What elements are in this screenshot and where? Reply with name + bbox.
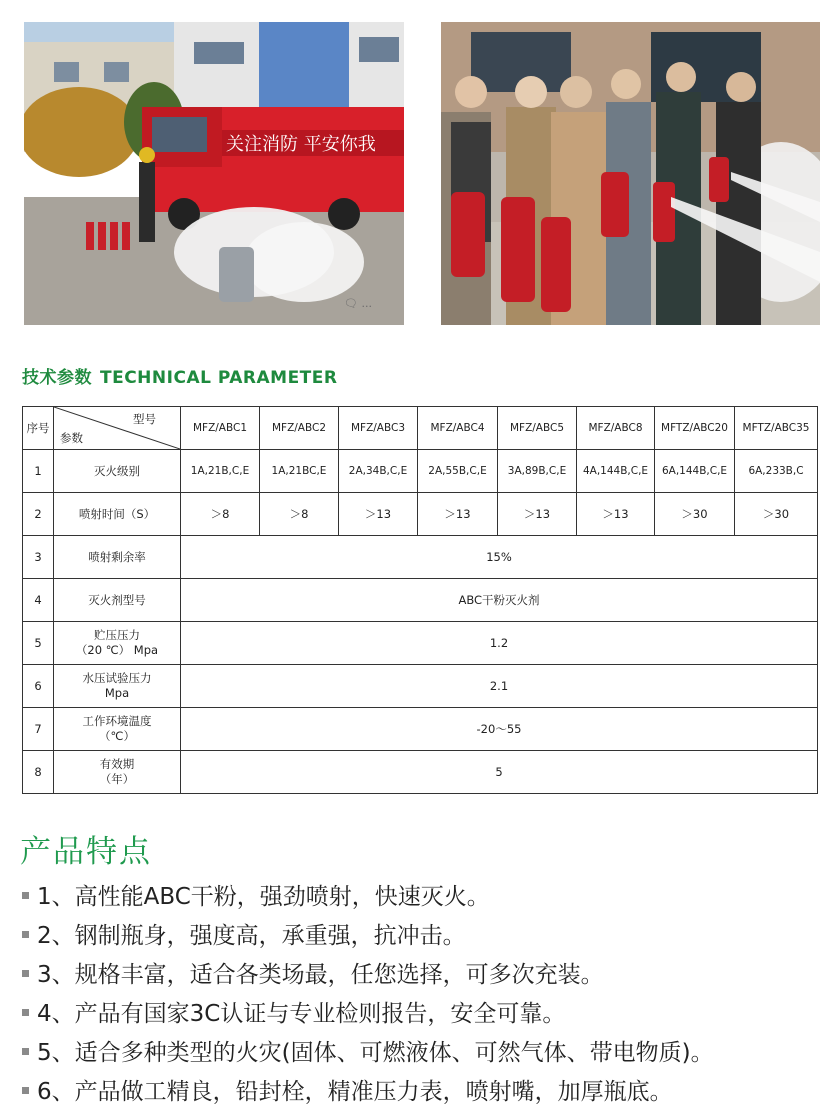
product-features-title: 产品特点: [20, 834, 152, 870]
table-row: [23, 493, 818, 536]
row-value: 2A,55B,C,E: [418, 450, 498, 493]
row-label-unit: （20 ℃） Mpa: [75, 643, 159, 657]
row-label: 喷射剩余率: [54, 536, 181, 579]
table-row: [23, 579, 818, 622]
model-cell: MFZ/ABC5: [498, 407, 577, 450]
model-cell: MFZ/ABC1: [181, 407, 260, 450]
row-value: ＞13: [339, 493, 418, 536]
extinguisher-training-photo: [441, 22, 820, 325]
row-value: ＞30: [655, 493, 735, 536]
feature-text: 3、规格丰富，适合各类场最，任您选择，可多次充装。: [37, 962, 604, 988]
row-label: 灭火剂型号: [54, 579, 181, 622]
row-label-cell: [54, 751, 181, 794]
header-diagonal-cell: [54, 407, 181, 450]
row-value: 3A,89B,C,E: [498, 450, 577, 493]
row-index: 3: [23, 536, 54, 579]
row-label-cell: [54, 665, 181, 708]
list-item: [22, 878, 832, 917]
row-value: 1A,21BC,E: [260, 450, 339, 493]
table-row: [23, 450, 818, 493]
feature-text: 4、产品有国家3C认证与专业检则报告，安全可靠。: [37, 1001, 566, 1027]
model-cell: MFZ/ABC2: [260, 407, 339, 450]
list-item: [22, 1073, 832, 1112]
table-row: [23, 665, 818, 708]
row-label-cell: [54, 622, 181, 665]
row-index: 5: [23, 622, 54, 665]
feature-text: 5、适合多种类型的火灾(固体、可燃液体、可然气体、带电物质)。: [37, 1040, 714, 1066]
row-merged-value: -20～55: [181, 708, 818, 751]
model-cell: MFTZ/ABC35: [735, 407, 818, 450]
row-value: 6A,144B,C,E: [655, 450, 735, 493]
table-row: [23, 708, 818, 751]
row-label-unit: （℃）: [99, 729, 135, 743]
photo-watermark: 🗨 ...: [344, 297, 372, 310]
section-title-cn: 技术参数: [22, 368, 92, 388]
row-index: 6: [23, 665, 54, 708]
row-index: 1: [23, 450, 54, 493]
bullet-icon: [22, 1048, 29, 1055]
row-merged-value: 1.2: [181, 622, 818, 665]
feature-text: 2、钢制瓶身，强度高，承重强，抗冲击。: [37, 923, 466, 949]
header-model-label: 型号: [133, 412, 156, 426]
header-param-label: 参数: [60, 431, 83, 445]
section-title-en: TECHNICAL PARAMETER: [100, 368, 338, 388]
row-value: ＞8: [181, 493, 260, 536]
model-cell: MFZ/ABC8: [577, 407, 655, 450]
row-value: 2A,34B,C,E: [339, 450, 418, 493]
table-row: [23, 536, 818, 579]
technical-parameter-table: [22, 406, 818, 794]
bullet-icon: [22, 892, 29, 899]
row-index: 2: [23, 493, 54, 536]
technical-parameter-title: [22, 363, 337, 388]
row-merged-value: ABC干粉灭火剂: [181, 579, 818, 622]
bullet-icon: [22, 970, 29, 977]
row-value: ＞13: [418, 493, 498, 536]
row-value: 6A,233B,C: [735, 450, 818, 493]
list-item: [22, 917, 832, 956]
list-item: [22, 995, 832, 1034]
row-value: 1A,21B,C,E: [181, 450, 260, 493]
row-index: 4: [23, 579, 54, 622]
row-label: 水压试验压力: [82, 671, 152, 685]
row-label-unit: （年）: [99, 772, 135, 786]
row-index: 7: [23, 708, 54, 751]
bullet-icon: [22, 1009, 29, 1016]
row-label: 灭火级别: [54, 450, 181, 493]
model-cell: MFZ/ABC3: [339, 407, 418, 450]
row-value: 4A,144B,C,E: [577, 450, 655, 493]
row-label: 工作环境温度: [82, 714, 152, 728]
table-header-row: [23, 407, 818, 450]
list-item: [22, 956, 832, 995]
feature-text: 6、产品做工精良，铅封栓，精准压力表，喷射嘴，加厚瓶底。: [37, 1079, 673, 1105]
row-merged-value: 2.1: [181, 665, 818, 708]
row-value: ＞13: [577, 493, 655, 536]
row-label-cell: [54, 708, 181, 751]
row-value: ＞13: [498, 493, 577, 536]
bullet-icon: [22, 1087, 29, 1094]
truck-banner-text: 关注消防 平安你我: [226, 134, 376, 155]
row-merged-value: 5: [181, 751, 818, 794]
bullet-icon: [22, 931, 29, 938]
model-cell: MFTZ/ABC20: [655, 407, 735, 450]
fire-drill-photo: [24, 22, 404, 325]
row-index: 8: [23, 751, 54, 794]
row-label: 贮压压力: [94, 628, 140, 642]
table-row: [23, 751, 818, 794]
feature-text: 1、高性能ABC干粉，强劲喷射，快速灭火。: [37, 884, 490, 910]
product-features-list: [22, 878, 832, 1112]
row-value: ＞30: [735, 493, 818, 536]
model-cell: MFZ/ABC4: [418, 407, 498, 450]
row-label: 喷射时间（S）: [54, 493, 181, 536]
row-merged-value: 15%: [181, 536, 818, 579]
list-item: [22, 1034, 832, 1073]
row-label: 有效期: [99, 757, 135, 771]
header-index: 序号: [23, 407, 54, 450]
table-row: [23, 622, 818, 665]
row-value: ＞8: [260, 493, 339, 536]
row-label-unit: Mpa: [104, 686, 130, 700]
